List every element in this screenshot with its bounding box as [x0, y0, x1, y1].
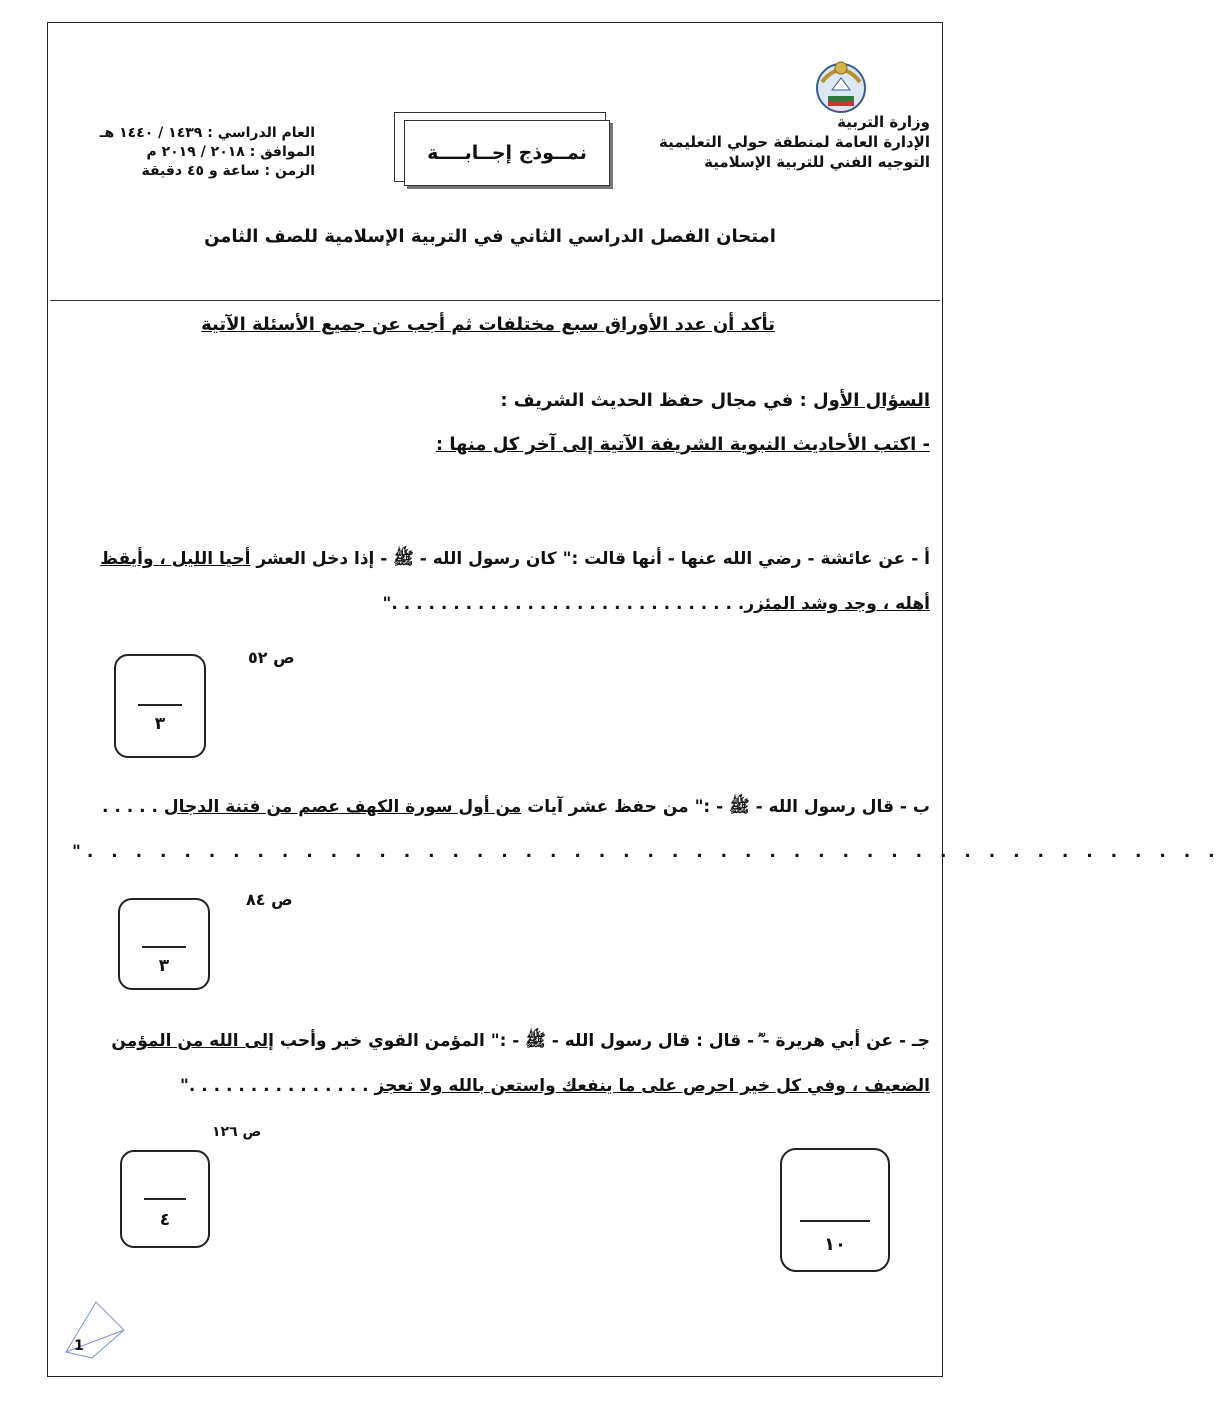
hadith-a-answer-part2: أهله ، وجد وشد المئزر — [744, 594, 930, 614]
hadith-c-score-box — [120, 1150, 210, 1248]
hadith-b-page-ref: ص ٨٤ — [246, 890, 293, 909]
hadith-c-line1 — [111, 1030, 930, 1055]
hadith-c-dots: . . . . . . . . . . . . . . ." — [179, 1076, 375, 1096]
ministry-line: الإدارة العامة لمنطقة حولي التعليمية — [658, 133, 930, 151]
kuwait-emblem-icon — [808, 52, 874, 118]
hadith-a-score-box — [114, 654, 206, 758]
exam-title: امتحان الفصل الدراسي الثاني في التربية الإسلامية للصف الثامن — [204, 226, 776, 247]
hadith-c-answer-part2: الضعيف ، وفي كل خير احرص على ما ينفعك واستعن بالله ولا تعجز — [374, 1076, 930, 1096]
hadith-c-score: ٤ — [159, 1210, 171, 1230]
page-number: 1 — [74, 1338, 84, 1354]
hadith-a-dots: . . . . . . . . . . . . . . . . . . . . . . . . . . . . ." — [382, 594, 745, 614]
question1-instruction: - اكتب الأحاديث النبوية الشريفة الآتية إلى آخر كل منها : — [435, 434, 930, 455]
hadith-c-page-ref: ص ١٢٦ — [212, 1124, 262, 1140]
total-score: ١٠ — [824, 1234, 846, 1255]
hadith-c-answer-part1: إلى الله من المؤمن — [111, 1031, 274, 1051]
hadith-b-score: ٣ — [158, 956, 170, 976]
year-line: الزمن : ساعة و ٤٥ دقيقة — [141, 163, 315, 179]
page-number-diamond-icon — [58, 1300, 118, 1360]
hadith-a-answer-part1: أحيا الليل ، وأيقظ — [100, 549, 251, 569]
question1-label: السؤال الأول — [813, 390, 930, 411]
ministry-line: وزارة التربية — [837, 113, 930, 131]
general-instruction: تأكد أن عدد الأوراق سبع مختلفات ثم أجب عن جميع الأسئلة الآتية — [201, 314, 775, 335]
hadith-a-line2 — [382, 594, 930, 614]
hadith-b-score-box — [118, 898, 210, 990]
year-line: العام الدراسي : ١٤٣٩ / ١٤٤٠ هـ — [99, 125, 315, 141]
hadith-b-line2 — [72, 842, 1221, 862]
score-line — [800, 1220, 870, 1222]
total-score-box — [780, 1148, 890, 1272]
score-line — [142, 946, 186, 948]
hadith-b-text: ب - قال رسول الله - ﷺ - :" من حفظ عشر آيات — [521, 797, 930, 817]
hadith-a-score: ٣ — [154, 714, 166, 734]
hadith-c-line2 — [180, 1076, 930, 1096]
year-info-block — [95, 124, 315, 181]
ministry-line: التوجيه الفني للتربية الإسلامية — [704, 153, 930, 171]
answer-model-label: نمــوذج إجــابــــة — [404, 120, 610, 186]
score-line — [144, 1198, 186, 1200]
hadith-b-answer: من أول سورة الكهف عصم من فتنة الدجال — [163, 797, 522, 817]
divider — [50, 300, 940, 301]
hadith-a-page-ref: ص ٥٢ — [248, 648, 295, 667]
hadith-a-line1 — [100, 548, 930, 573]
hadith-b-dots: . . . . . — [101, 797, 164, 817]
ministry-block — [658, 112, 930, 172]
year-line: الموافق : ٢٠١٨ / ٢٠١٩ م — [146, 144, 315, 160]
hadith-b-line1 — [102, 796, 930, 821]
hadith-c-text: جـ - عن أبي هريرة - ؓ - قال : قال رسول الله - ﷺ - :" المؤمن القوي خير وأحب — [273, 1031, 930, 1051]
score-line — [138, 704, 182, 706]
hadith-a-text: أ - عن عائشة - رضي الله عنها - أنها قالت :" كان رسول الله - ﷺ - إذا دخل العشر — [250, 549, 930, 569]
hadith-b-dots-line2: ". . . . . . . . . . . . . . . . . . . . . . . . . . . . . . . . . . . . . . . . . . . . . . . — [72, 842, 1221, 862]
question1-title — [500, 390, 930, 411]
question1-topic: : في مجال حفظ الحديث الشريف : — [500, 390, 814, 411]
